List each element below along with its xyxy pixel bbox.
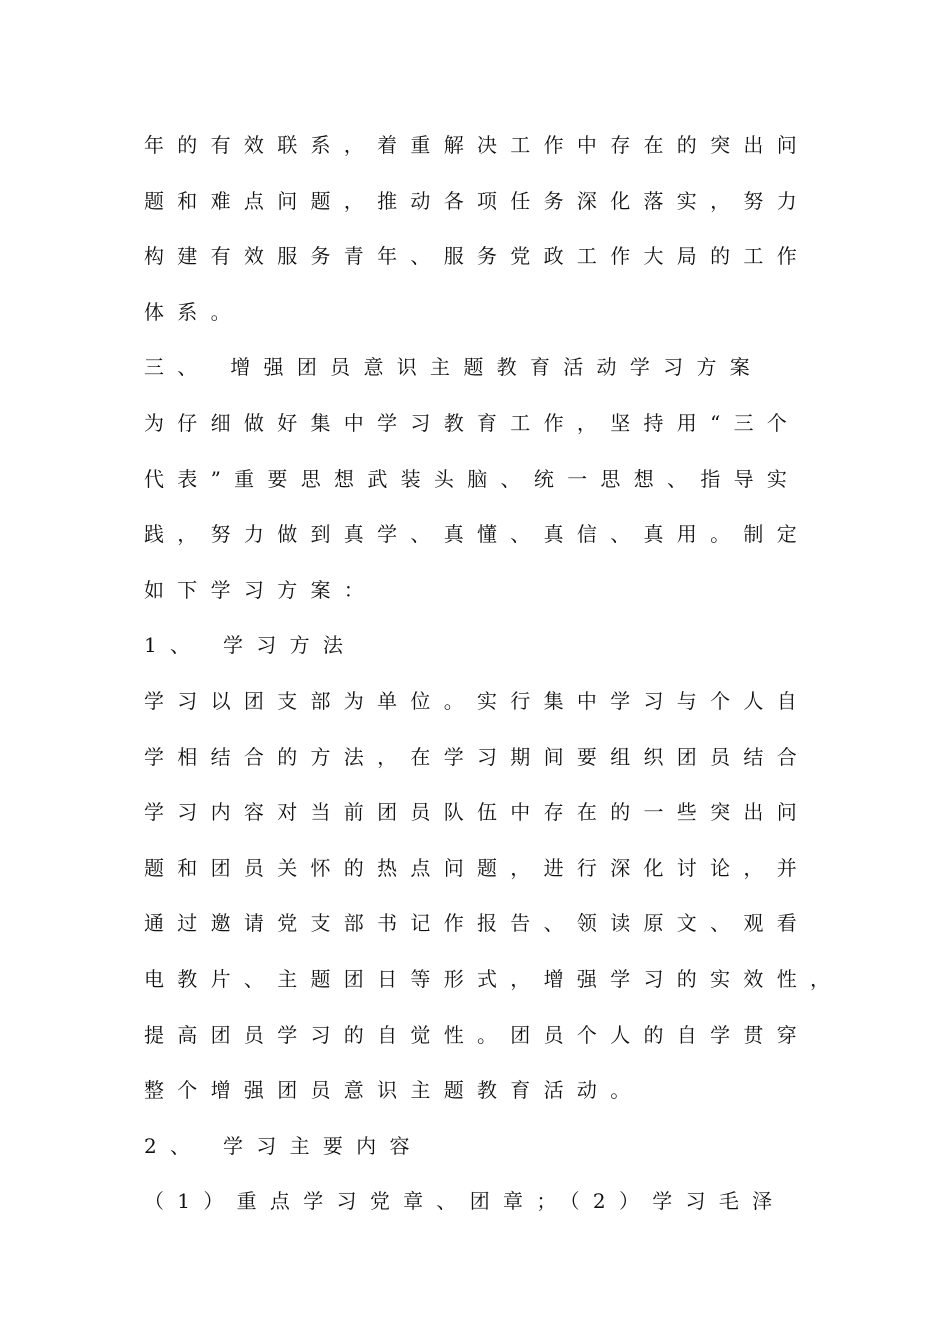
text-line: 整个增强团员意识主题教育活动。: [144, 1078, 644, 1103]
text-line: 学相结合的方法，在学习期间要组织团员结合: [144, 744, 810, 769]
text-line: 为仔细做好集中学习教育工作，坚持用“三个: [144, 410, 801, 435]
text-line: 体系。: [144, 299, 244, 324]
text-line: 电教片、主题团日等形式，增强学习的实效性，: [144, 966, 844, 991]
text-line: 构建有效服务青年、服务党政工作大局的工作: [144, 244, 810, 269]
body-text: [144, 128, 844, 1240]
text-line: 学习内容对当前团员队伍中存在的一些突出问: [144, 800, 810, 825]
text-line: 题和难点问题，推动各项任务深化落实，努力: [144, 188, 810, 213]
text-line: 代表”重要思想武装头脑、统一思想、指导实: [144, 466, 801, 491]
text-line: （1）重点学习党章、团章；（2）学习毛泽: [144, 1189, 786, 1214]
section-heading: 三、 增强团员意识主题教育活动学习方案: [144, 355, 764, 380]
text-line: 学习以团支部为单位。实行集中学习与个人自: [144, 688, 810, 713]
subsection-heading: 1、 学习方法: [144, 633, 357, 658]
text-line: 通过邀请党支部书记作报告、领读原文、观看: [144, 911, 810, 936]
text-line: 践，努力做到真学、真懂、真信、真用。制定: [144, 522, 810, 547]
text-line: 提高团员学习的自觉性。团员个人的自学贯穿: [144, 1022, 810, 1047]
subsection-heading: 2、 学习主要内容: [144, 1133, 423, 1158]
text-line: 题和团员关怀的热点问题，进行深化讨论，并: [144, 855, 810, 880]
text-line: 如下学习方案：: [144, 577, 378, 602]
text-line: 年的有效联系，着重解决工作中存在的突出问: [144, 133, 810, 157]
